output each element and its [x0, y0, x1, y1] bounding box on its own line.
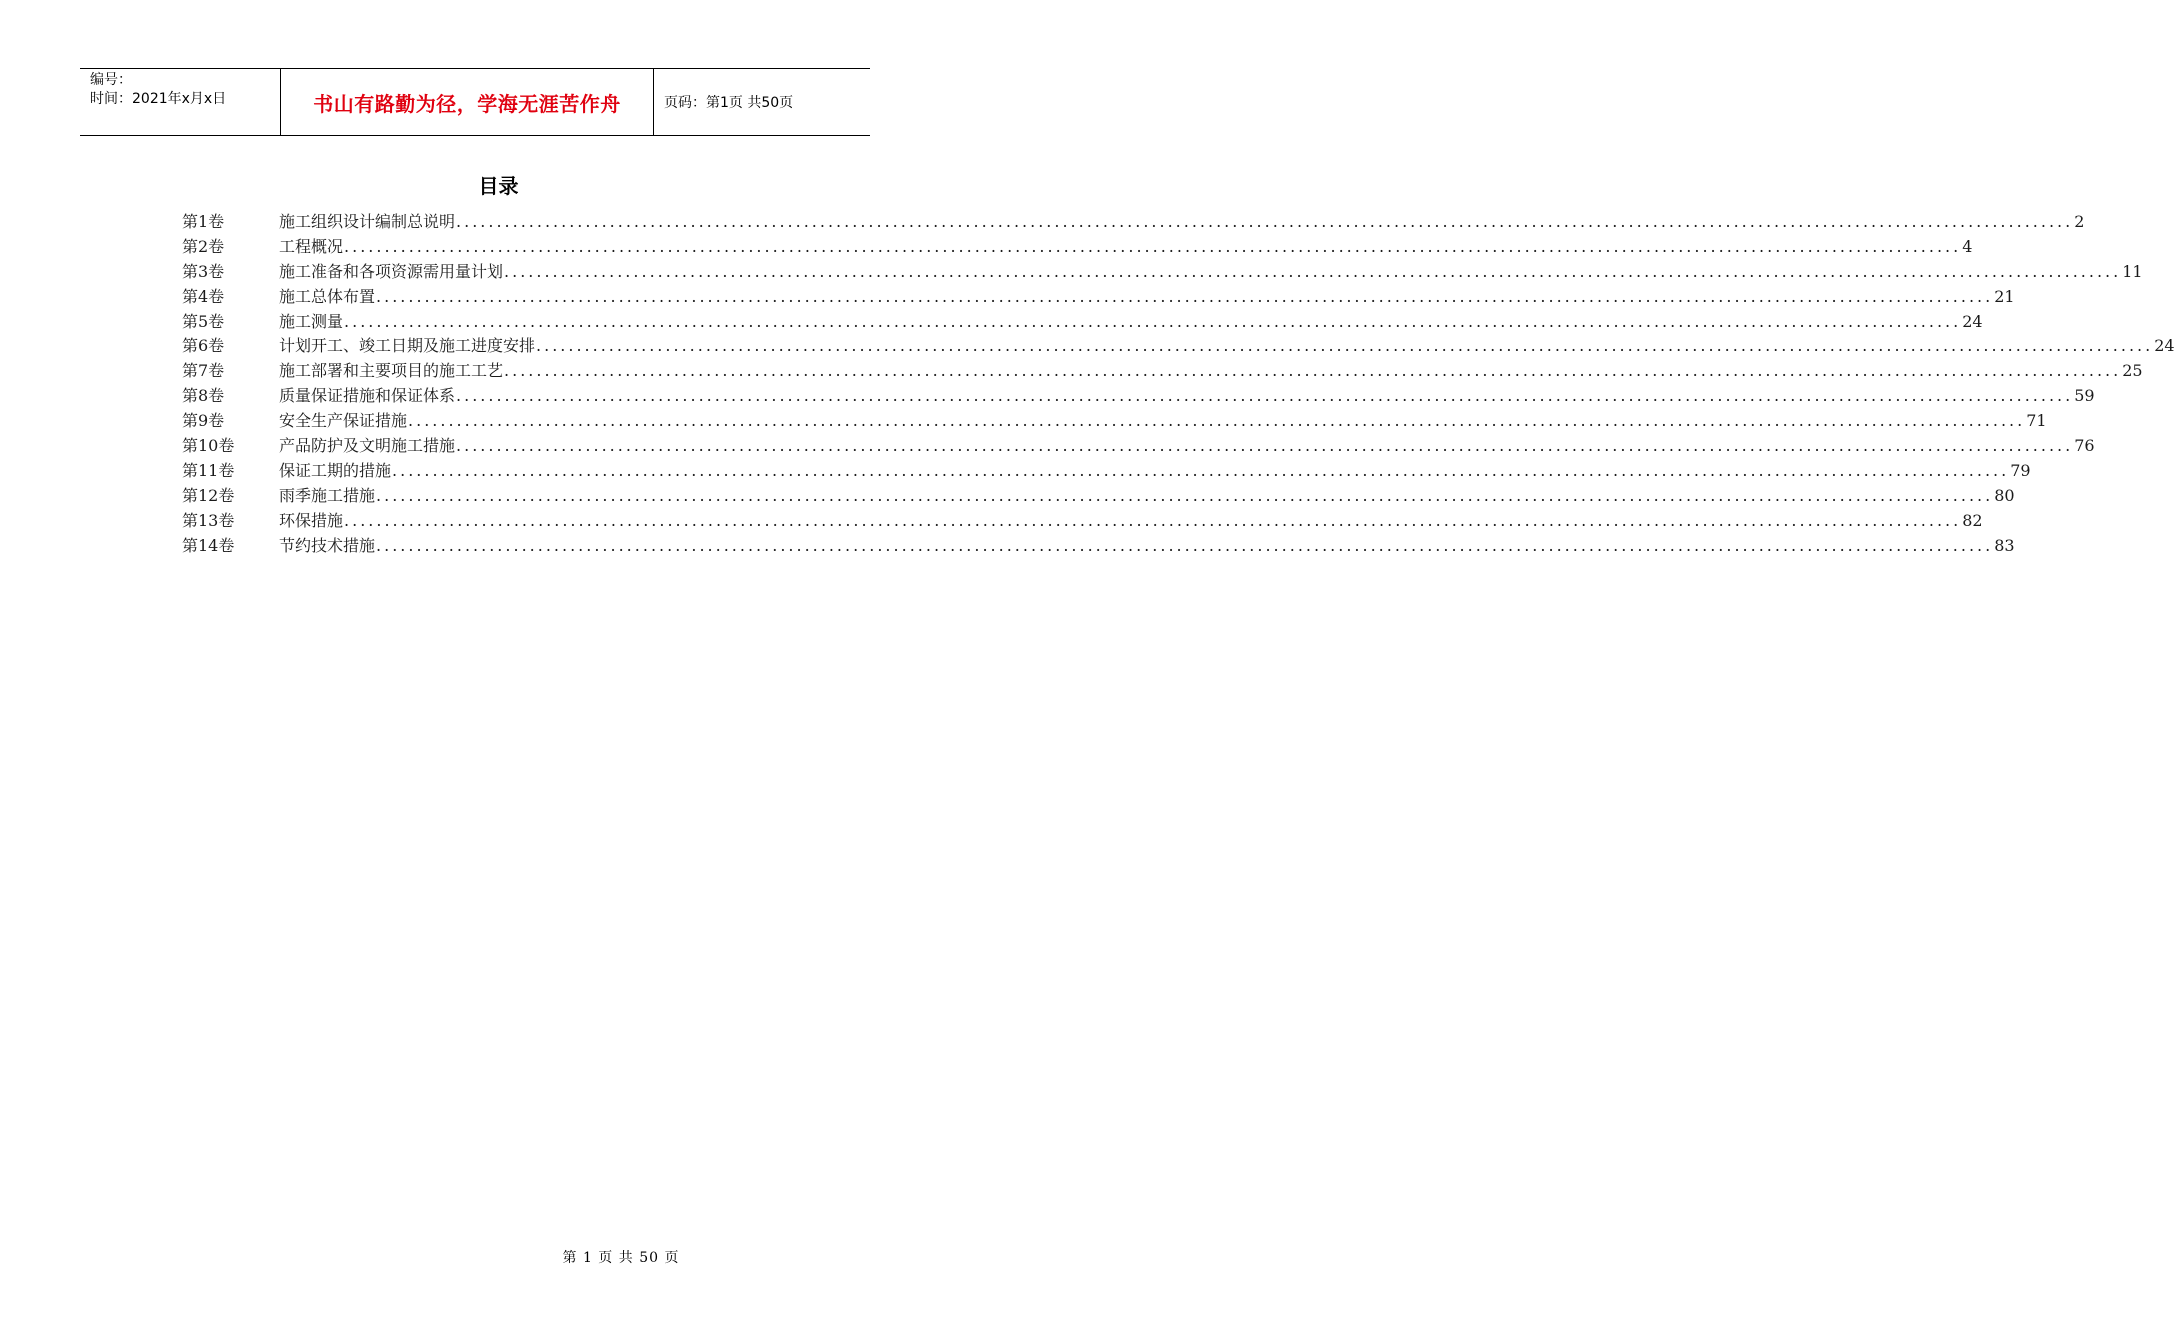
toc-page-number: 2 — [2074, 212, 2085, 231]
table-of-contents — [182, 209, 2175, 557]
toc-entry-title: 施工准备和各项资源需用量计划 — [279, 261, 504, 281]
toc-page-number: 24 — [1962, 311, 1983, 331]
document-number-label: 编号： — [90, 72, 132, 88]
toc-leader-dots: ........................................................................................................................................................................................................ — [376, 535, 1994, 555]
toc-entry[interactable] — [182, 458, 2031, 483]
toc-leader-dots: ........................................................................................................................................................................................................ — [344, 311, 1962, 331]
toc-leader-dots: ........................................................................................................................................................................................................ — [504, 261, 2122, 281]
toc-volume-label: 第7卷 — [182, 361, 225, 381]
toc-entry[interactable] — [182, 408, 2047, 433]
toc-entry-title: 施工组织设计编制总说明 — [279, 212, 456, 231]
toc-page-number: 4 — [1962, 236, 1973, 256]
toc-leader-dots: ........................................................................................................................................................................................................ — [344, 236, 1962, 256]
toc-volume-label: 第13卷 — [182, 510, 235, 530]
toc-page-number: 80 — [1994, 485, 2015, 505]
toc-entry[interactable] — [182, 433, 2095, 458]
toc-volume-label: 第2卷 — [182, 236, 225, 256]
toc-volume-label: 第10卷 — [182, 436, 235, 456]
toc-volume-label: 第4卷 — [182, 286, 225, 306]
toc-entry[interactable] — [182, 358, 2143, 383]
toc-page-number: 24 — [2154, 336, 2175, 356]
toc-leader-dots: ........................................................................................................................................................................................................ — [456, 386, 2074, 406]
page-header — [80, 68, 870, 136]
toc-entry[interactable] — [182, 234, 1973, 259]
toc-entry-title: 计划开工、竣工日期及施工进度安排 — [279, 336, 536, 356]
toc-page-number: 59 — [2074, 386, 2095, 406]
toc-page-number: 21 — [1994, 286, 2015, 306]
toc-page-number: 25 — [2122, 361, 2143, 381]
toc-entry-title: 工程概况 — [279, 236, 344, 256]
document-time-label: 时间：2021年x月x日 — [90, 91, 227, 107]
toc-leader-dots: ........................................................................................................................................................................................................ — [376, 485, 1994, 505]
toc-leader-dots: ........................................................................................................................................................................................................ — [504, 361, 2122, 381]
toc-entry[interactable] — [182, 333, 2175, 358]
toc-entry-title: 环保措施 — [279, 510, 344, 530]
toc-leader-dots: ........................................................................................................................................................................................................ — [344, 510, 1962, 530]
toc-entry[interactable] — [182, 508, 1983, 533]
toc-volume-label: 第1卷 — [182, 212, 225, 231]
toc-volume-label: 第11卷 — [182, 460, 235, 480]
header-page-info: 页码：第1页 共50页 — [664, 95, 794, 111]
toc-page-number: 79 — [2010, 460, 2031, 480]
toc-leader-dots: ........................................................................................................................................................................................................ — [536, 336, 2154, 356]
toc-leader-dots: ........................................................................................................................................................................................................ — [456, 436, 2074, 456]
toc-volume-label: 第3卷 — [182, 261, 225, 281]
toc-entry[interactable] — [182, 209, 2085, 234]
toc-volume-label: 第8卷 — [182, 386, 225, 406]
toc-page-number: 11 — [2122, 261, 2143, 281]
toc-page-number: 71 — [2026, 411, 2047, 431]
toc-page-number: 76 — [2074, 436, 2095, 456]
toc-entry[interactable] — [182, 533, 2015, 558]
page-title: 目录 — [478, 174, 519, 198]
toc-entry-title: 节约技术措施 — [279, 535, 376, 555]
toc-volume-label: 第5卷 — [182, 311, 225, 331]
toc-entry[interactable] — [182, 483, 2015, 508]
toc-entry[interactable] — [182, 383, 2095, 408]
toc-entry[interactable] — [182, 309, 1983, 334]
toc-entry-title: 施工总体布置 — [279, 286, 376, 306]
toc-page-number: 83 — [1994, 535, 2015, 555]
header-meta — [80, 69, 281, 135]
toc-entry-title: 雨季施工措施 — [279, 485, 376, 505]
toc-volume-label: 第12卷 — [182, 485, 235, 505]
toc-volume-label: 第6卷 — [182, 336, 225, 356]
toc-leader-dots: ........................................................................................................................................................................................................ — [392, 460, 2010, 480]
toc-entry-title: 质量保证措施和保证体系 — [279, 386, 456, 406]
toc-entry[interactable] — [182, 259, 2143, 284]
toc-entry-title: 保证工期的措施 — [279, 460, 392, 480]
page-footer: 第 1 页 共 50 页 — [562, 1250, 680, 1266]
toc-page-number: 82 — [1962, 510, 1983, 530]
toc-leader-dots: ........................................................................................................................................................................................................ — [456, 212, 2074, 231]
toc-volume-label: 第9卷 — [182, 411, 225, 431]
toc-volume-label: 第14卷 — [182, 535, 235, 555]
toc-entry-title: 产品防护及文明施工措施 — [279, 436, 456, 456]
toc-leader-dots: ........................................................................................................................................................................................................ — [376, 286, 1994, 306]
toc-entry-title: 施工部署和主要项目的施工工艺 — [279, 361, 504, 381]
toc-leader-dots: ........................................................................................................................................................................................................ — [408, 411, 2026, 431]
toc-entry[interactable] — [182, 284, 2015, 309]
header-motto: 书山有路勤为径，学海无涯苦作舟 — [281, 69, 654, 135]
toc-entry-title: 施工测量 — [279, 311, 344, 331]
toc-entry-title: 安全生产保证措施 — [279, 411, 408, 431]
